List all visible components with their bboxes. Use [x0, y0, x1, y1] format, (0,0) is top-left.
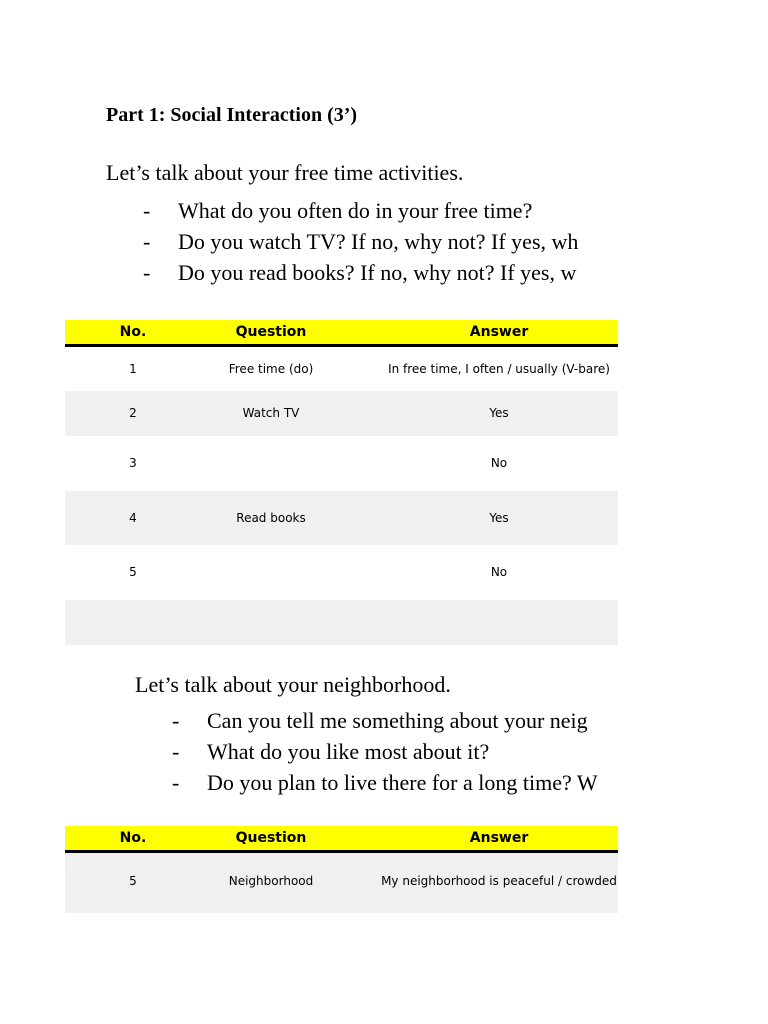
header-question: Question	[235, 324, 307, 340]
free-time-table	[65, 320, 618, 645]
table-row	[65, 491, 618, 545]
header-answer: Answer	[469, 324, 529, 340]
cell-answer: My neighborhood is peaceful / crowded	[381, 874, 617, 888]
table-header	[65, 826, 618, 853]
table-row	[65, 600, 618, 645]
header-answer: Answer	[469, 830, 529, 846]
cell-answer: In free time, I often / usually (V-bare)	[388, 362, 610, 376]
neighborhood-questions-clip	[0, 705, 618, 801]
question-text: Do you plan to live there for a long time? W	[207, 770, 598, 795]
question-item	[143, 195, 618, 226]
cell-answer: No	[490, 456, 508, 470]
question-item	[143, 257, 618, 288]
neighborhood-intro: Let’s talk about your neighborhood.	[135, 672, 451, 697]
question-item	[172, 767, 618, 798]
cell-no: 1	[129, 362, 137, 376]
table-row	[65, 391, 618, 436]
cell-no: 3	[129, 456, 137, 470]
dash-marker: -	[172, 708, 180, 733]
cell-no: 2	[129, 406, 137, 420]
cell-no: 5	[129, 874, 137, 888]
header-no: No.	[119, 830, 147, 846]
cell-question: Read books	[236, 511, 306, 525]
free-time-questions-clip	[0, 195, 618, 291]
cell-question: Free time (do)	[228, 362, 314, 376]
neighborhood-questions	[172, 705, 618, 798]
free-time-questions	[143, 195, 618, 288]
header-question: Question	[235, 830, 307, 846]
question-item	[172, 736, 618, 767]
cell-answer: No	[490, 565, 508, 579]
cell-no: 4	[129, 511, 137, 525]
table-header	[65, 320, 618, 347]
question-text: Do you watch TV? If no, why not? If yes, wh	[178, 229, 579, 254]
question-text: Do you read books? If no, why not? If yes, w	[178, 260, 577, 285]
question-text: Can you tell me something about your neig	[207, 708, 588, 733]
free-time-intro: Let’s talk about your free time activities.	[106, 160, 464, 185]
table-row	[65, 853, 618, 913]
dash-marker: -	[172, 739, 180, 764]
question-text: What do you like most about it?	[207, 739, 490, 764]
cell-no: 5	[129, 565, 137, 579]
dash-marker: -	[172, 770, 180, 795]
question-item	[172, 705, 618, 736]
header-no: No.	[119, 324, 147, 340]
section-title: Part 1: Social Interaction (3’)	[106, 104, 358, 126]
cell-answer: Yes	[489, 406, 509, 420]
neighborhood-table	[65, 826, 618, 913]
cell-question: Watch TV	[242, 406, 300, 420]
table-row	[65, 436, 618, 491]
dash-marker: -	[143, 229, 151, 254]
dash-marker: -	[143, 198, 151, 223]
cell-answer: Yes	[489, 511, 509, 525]
cell-question: Neighborhood	[228, 874, 314, 888]
question-text: What do you often do in your free time?	[178, 198, 533, 223]
question-item	[143, 226, 618, 257]
table-row	[65, 545, 618, 600]
dash-marker: -	[143, 260, 151, 285]
table-row	[65, 347, 618, 391]
